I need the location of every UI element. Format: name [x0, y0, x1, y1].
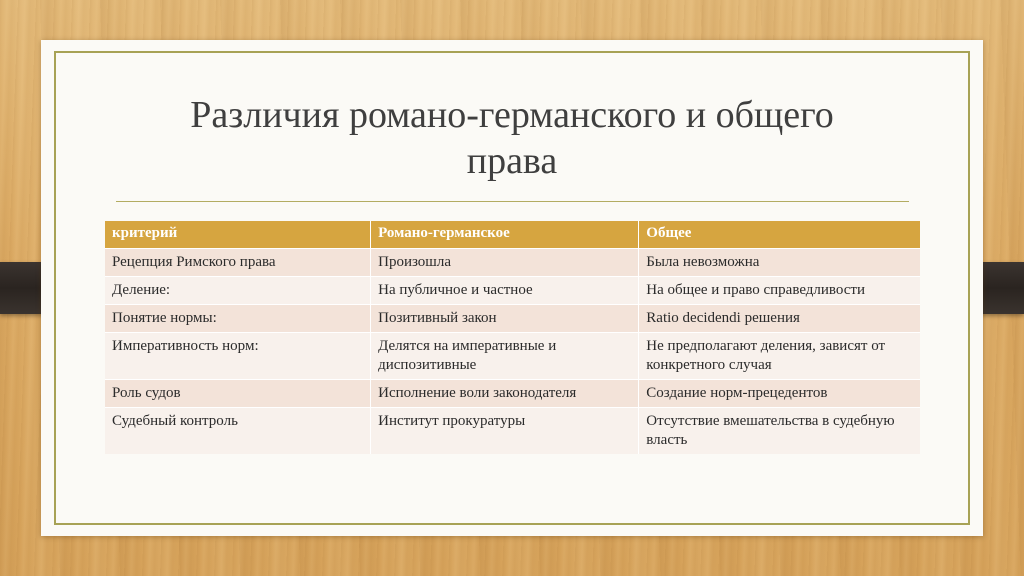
- table-cell: На общее и право справедливости: [639, 276, 920, 304]
- table-row: [105, 276, 920, 304]
- table-cell: Исполнение воли законодателя: [371, 379, 639, 407]
- title-underline: [116, 201, 909, 202]
- table-cell: Делятся на императивные и диспозитивные: [371, 332, 639, 379]
- header-criterion: критерий: [105, 221, 371, 248]
- table-cell: На публичное и частное: [371, 276, 639, 304]
- table-cell: Ratio decidendi решения: [639, 304, 920, 332]
- table-row: [105, 379, 920, 407]
- table-row: [105, 304, 920, 332]
- table-cell: Позитивный закон: [371, 304, 639, 332]
- table-cell: Роль судов: [105, 379, 371, 407]
- table-cell: Произошла: [371, 248, 639, 276]
- table-cell: Судебный контроль: [105, 407, 371, 454]
- table-cell: Институт прокуратуры: [371, 407, 639, 454]
- table-cell: Создание норм-прецедентов: [639, 379, 920, 407]
- table-header-row: [105, 221, 920, 248]
- table-cell: Деление:: [105, 276, 371, 304]
- slide-title-line-1: Различия романо-германского и общего: [190, 94, 834, 136]
- table-cell: Отсутствие вмешательства в судебную власть: [639, 407, 920, 454]
- slide-card: [41, 40, 983, 536]
- comparison-table: [105, 221, 920, 454]
- table-row: [105, 332, 920, 379]
- header-romano-germanic: Романо-германское: [371, 221, 639, 248]
- table-row: [105, 407, 920, 454]
- table-cell: Не предполагают деления, зависят от конкретного случая: [639, 332, 920, 379]
- header-common-law: Общее: [639, 221, 920, 248]
- table-row: [105, 248, 920, 276]
- table-cell: Императивность норм:: [105, 332, 371, 379]
- slide-title-line-2: права: [466, 140, 558, 182]
- table-cell: Понятие нормы:: [105, 304, 371, 332]
- table-cell: Была невозможна: [639, 248, 920, 276]
- table-cell: Рецепция Римского права: [105, 248, 371, 276]
- slide-title: [101, 92, 923, 184]
